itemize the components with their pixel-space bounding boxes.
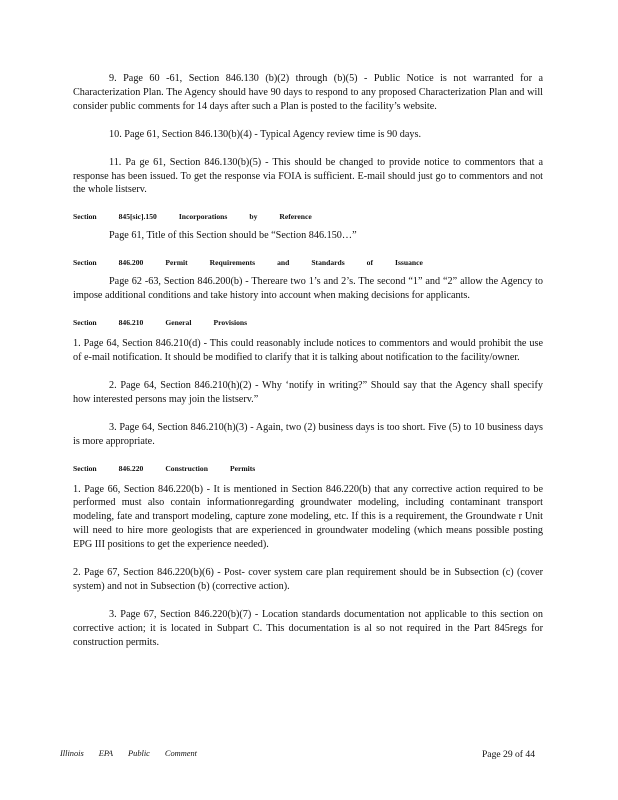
comment-9: 9. Page 60 -61, Section 846.130 (b)(2) through (b)(5) - Public Notice is not warranted for a Characterization Plan. The Agency should have 90 days to respond to any proposed Characterization Plan and will consider public comments for 14 days after such a Plan is posted to the facility’s website.: [73, 73, 543, 112]
heading-word: Provisions: [213, 318, 248, 328]
page-number: Page 29 of 44: [481, 749, 535, 760]
section-heading-845-150: [73, 211, 543, 223]
heading-word: Construction: [165, 463, 208, 473]
heading-word: Standards: [311, 258, 345, 268]
section-846-200-text: Page 62 -63, Section 846.200(b) - Thereare two 1’s and 2’s. The second “1” and “2” allow the Agency to impose additional conditions and take history into account when making decisions for applicants.: [73, 276, 543, 302]
heading-word: of: [366, 258, 373, 268]
section-846-220-item-2: 2. Page 67, Section 846.220(b)(6) - Post- cover system care plan requirement should be in Subsection (c) (cover system) and not in Subsection (b) (corrective action).: [73, 567, 543, 592]
heading-word: Reference: [279, 212, 312, 222]
heading-word: Section: [73, 463, 97, 473]
footer-title: [60, 749, 212, 760]
heading-word: Incorporations: [178, 212, 228, 222]
section-heading-846-210: [73, 317, 543, 329]
footer-word: EPA: [98, 749, 114, 758]
section-846-210-item-1: 1. Page 64, Section 846.210(d) - This could reasonably include notices to commentors and would prohibit the use of e-mail notification. It should be modified to clarify that it is talking about notification to the facility/owner.: [73, 338, 543, 363]
section-845-text: Page 61, Title of this Section should be “Section 846.150…”: [109, 230, 357, 242]
heading-word: 845[sic].150: [118, 212, 157, 222]
heading-word: Permit: [165, 258, 188, 268]
section-heading-846-220: [73, 463, 543, 475]
heading-word: Issuance: [395, 258, 423, 268]
section-846-220-item-1: 1. Page 66, Section 846.220(b) - It is mentioned in Section 846.220(b) that any corrective action required to be performed must also contain informationregarding groundwater modeling, including contaminant transport modeling, fate and transport modeling, capture zone modeling, etc. If this is a requirement, the Groundwate r Unit will need to hire more geologists that are experienced in groundwater modeling (which means possible posting EPG III positions to get the experience needed).: [73, 483, 543, 551]
section-846-210-item-3: 3. Page 64, Section 846.210(h)(3) - Again, two (2) business days is too short. Five (5) to 10 business days is more appropriate.: [73, 421, 543, 447]
footer-word: Public: [128, 749, 150, 758]
footer-word: Illinois: [60, 749, 84, 758]
footer-word: Comment: [164, 749, 197, 758]
document-body: [73, 72, 543, 650]
heading-word: Section: [73, 212, 97, 222]
comment-10: 10. Page 61, Section 846.130(b)(4) - Typical Agency review time is 90 days.: [109, 128, 422, 140]
heading-word: Section: [73, 258, 97, 268]
heading-word: 846.200: [118, 258, 144, 268]
heading-word: by: [249, 212, 258, 222]
heading-word: 846.220: [118, 463, 144, 473]
heading-word: Requirements: [209, 258, 256, 268]
heading-word: Permits: [229, 463, 256, 473]
heading-word: and: [277, 258, 290, 268]
comment-11: 11. Pa ge 61, Section 846.130(b)(5) - This should be changed to provide notice to commentors that a response has been issued. To get the response via FOIA is sufficient. E-mail should just go to commentors and not the whole listserv.: [73, 156, 543, 196]
section-846-210-item-2: 2. Page 64, Section 846.210(h)(2) - Why ‘notify in writing?” Should say that the Agency shall specify how interested persons may join the listserv.”: [73, 379, 543, 405]
section-heading-846-200: [73, 257, 543, 269]
heading-word: 846.210: [118, 318, 144, 328]
page-footer: [60, 749, 535, 760]
heading-word: General: [165, 318, 192, 328]
section-846-220-item-3: 3. Page 67, Section 846.220(b)(7) - Location standards documentation not applicable to this section on corrective action; it is located in Subpart C. This documentation is al so not required in the Part 845regs for construction permits.: [73, 608, 543, 648]
heading-word: Section: [73, 318, 97, 328]
